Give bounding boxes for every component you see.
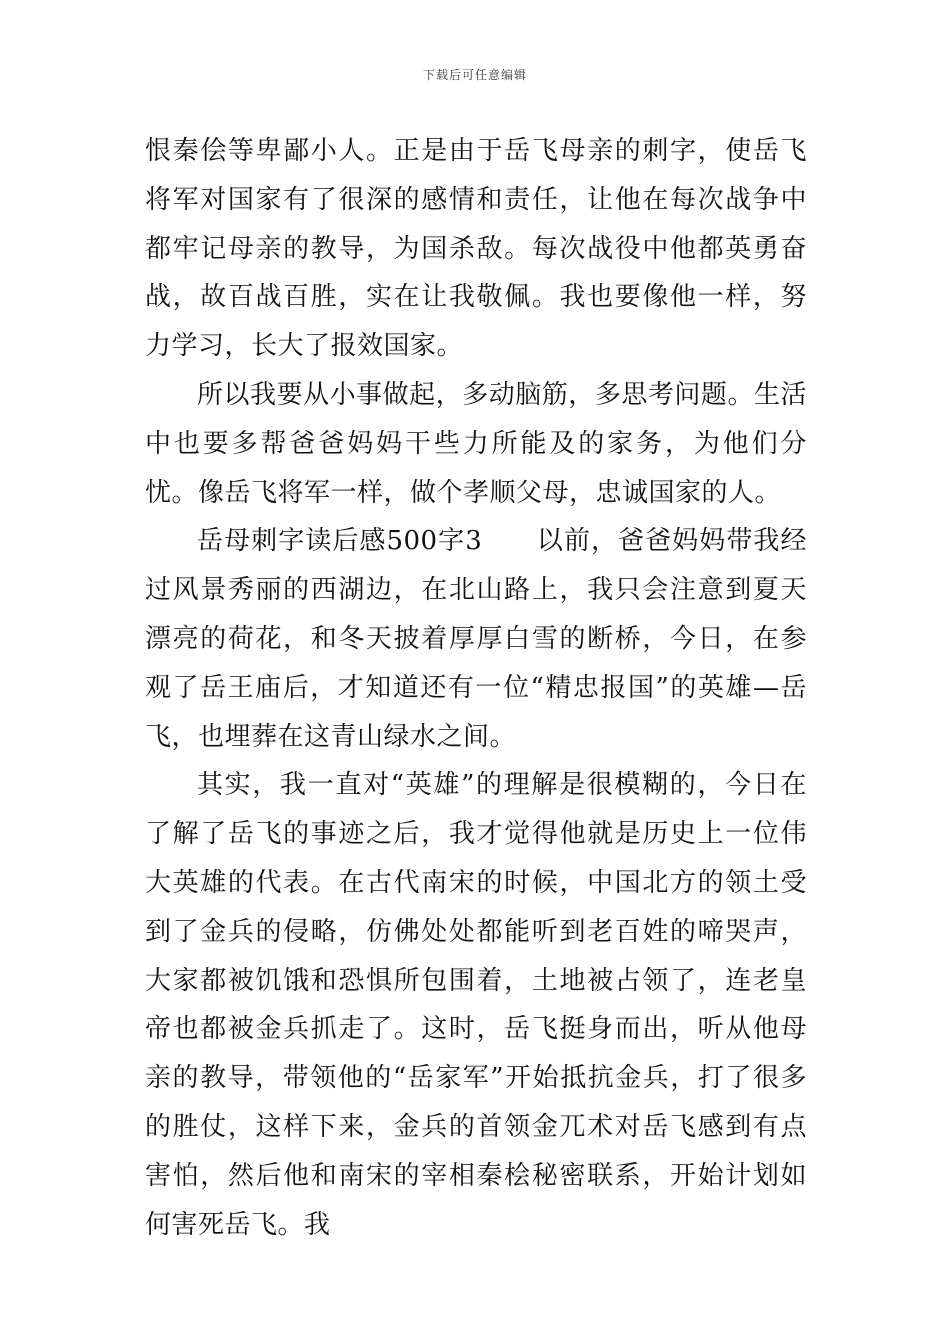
paragraph-2: 所以我要从小事做起，多动脑筋，多思考问题。生活中也要多帮爸爸妈妈干些力所能及的家务，为他们分忧。像岳飞将军一样，做个孝顺父母，忠诚国家的人。 <box>145 379 807 508</box>
paragraph-1: 恨秦侩等卑鄙小人。正是由于岳飞母亲的刺字，使岳飞将军对国家有了很深的感情和责任，让他在每次战争中都牢记母亲的教导，为国杀敌。每次战役中他都英勇奋战，故百战百胜，实在让我敬佩。我也要像他一样，努力学习，长大了报效国家。 <box>145 136 807 362</box>
paragraph-4: 其实，我一直对“英雄”的理解是很模糊的，今日在了解了岳飞的事迹之后，我才觉得他就是历史上一位伟大英雄的代表。在古代南宋的时候，中国北方的领土受到了金兵的侵略，仿佛处处都能听到老百姓的啼哭声，大家都被饥饿和恐惧所包围着，土地被占领了，连老皇帝也都被金兵抓走了。这时，岳飞挺身而出，听从他母亲的教导，带领他的“岳家军”开始抵抗金兵，打了很多的胜仗，这样下来，金兵的首领金兀术对岳飞感到有点害怕，然后他和南宋的宰相秦桧秘密联系，开始计划如何害死岳飞。我 <box>145 770 807 1240</box>
paragraph-3: 岳母刺字读后感500字3 以前，爸爸妈妈带我经过风景秀丽的西湖边，在北山路上，我只会注意到夏天漂亮的荷花，和冬天披着厚厚白雪的断桥，今日，在参观了岳王庙后，才知道还有一位“精忠报国”的英雄—岳飞，也埋葬在这青山绿水之间。 <box>145 526 807 752</box>
page-header: 下载后可任意编辑 <box>422 68 527 82</box>
document-body <box>145 127 807 1249</box>
